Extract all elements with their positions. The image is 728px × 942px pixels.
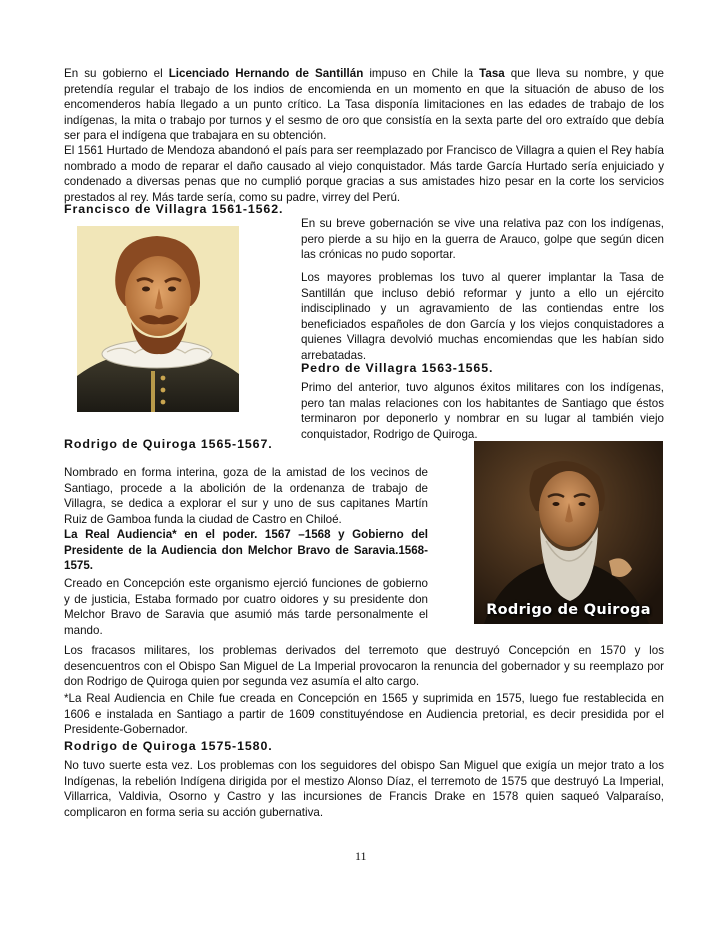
heading-real-audiencia: La Real Audiencia* en el poder. 1567 –1568 y Gobierno del Presidente de la Audiencia don Melchor Bravo de Saravia.1568-1575. [64, 528, 428, 573]
text-run: En su gobierno el [64, 67, 169, 80]
text-run: impuso en Chile la [363, 67, 480, 80]
portrait-caption: Rodrigo de Quiroga [486, 602, 651, 618]
paragraph-santillan [64, 66, 664, 144]
paragraph-real-audiencia: Creado en Concepción este organismo ejerció funciones de gobierno y de justicia, Estaba formado por cuatro oidores y su presidente don Melchor Bravo de Saravia que asumió más tarde personalmente el mando. [64, 577, 428, 637]
footnote-real-audiencia: *La Real Audiencia en Chile fue creada en Concepción en 1565 y suprimida en 1575, luego fue restablecida en 1606 e instalada en Santiago a partir de 1609 constituyéndose en Audiencia pretorial, es decir presidida por el Presidente-Gobernador. [64, 692, 664, 737]
text-run: que lleva su nombre, y que pretendía regular el trabajo de los indios de encomienda en un momento en que la situación de abuso de los encomenderos había llegado a un punto crítico. La Tasa disponía limitaciones en las edades de trabajo de los indígenas, la mita o trabajo por turnos y el sesmo de oro que consistía en la sexta parte del oro extraído que debía ser para el indígena que trabajara en su obtención. [64, 67, 664, 143]
heading-rodrigo-quiroga-1: Rodrigo de Quiroga 1565-1567. [64, 437, 273, 451]
bold-tasa: Tasa [479, 67, 505, 80]
paragraph-francisco-1: En su breve gobernación se vive una relativa paz con los indígenas, pero pierde a su hijo en la guerra de Arauco, golpe que según dicen las crónicas no pudo soportar. [301, 217, 664, 262]
francisco-villagra-portrait-illustration [77, 226, 239, 412]
paragraph-rodrigo-quiroga-2: No tuvo suerte esta vez. Los problemas con los seguidores del obispo San Miguel que exigía un mejor trato a los Indígenas, la rebelión Indígena dirigida por el mestizo Alonso Díaz, el terremoto de 1575 que destruyó La Imperial, Villarrica, Valdivia, Osorno y Castro y las incursiones de Francis Drake en 1578 quien saqueó Valparaíso, complicaron en forma seria su acción gubernativa. [64, 759, 664, 819]
heading-pedro-villagra: Pedro de Villagra 1563-1565. [301, 361, 494, 375]
rodrigo-quiroga-portrait-illustration [474, 441, 663, 624]
heading-rodrigo-quiroga-2: Rodrigo de Quiroga 1575-1580. [64, 739, 273, 753]
paragraph-fracasos: Los fracasos militares, los problemas derivados del terremoto que destruyó Concepción en 1570 y los desencuentros con el Obispo San Miguel de La Imperial provocaron la renuncia del gobernador y su reemplazo por don Rodrigo de Quiroga quien por segunda vez asumía el alto cargo. [64, 644, 664, 689]
rodrigo-quiroga-portrait [474, 441, 663, 624]
paragraph-rodrigo-quiroga-1: Nombrado en forma interina, goza de la amistad de los vecinos de Santiago, procede a la abolición de la ordenanza de trabajo de Villagra, se dedica a explorar el sur y uno de sus capitanes Martín Ruiz de Gamboa funda la ciudad de Castro en Chiloé. [64, 466, 428, 526]
bold-santillan: Licenciado Hernando de Santillán [168, 67, 364, 80]
paragraph-pedro-villagra: Primo del anterior, tuvo algunos éxitos militares con los indígenas, pero tan malas relaciones con los habitantes de Santiago que éstos terminaron por deponerlo y nombrar en su lugar al también viejo conquistador, Rodrigo de Quiroga. [301, 381, 664, 441]
paragraph-francisco-2: Los mayores problemas los tuvo al querer implantar la Tasa de Santillán que incluso debió reformar y junto a ello un ejército indisciplinado y un agravamiento de las contiendas entre los beneficiados españoles de don García y los viejos conquistadores a quienes Villagra devolvió muchas encomiendas que les habían sido arrebatadas. [301, 271, 664, 362]
paragraph-hurtado: El 1561 Hurtado de Mendoza abandonó el país para ser reemplazado por Francisco de Villagra a quien el Rey había nombrado a modo de reparar el daño causado al viejo conquistador. Más tarde García Hurtado sería enjuiciado y condenado a diversas penas que no cumplió porque gracias a sus amistades hizo pesar en la corte los servicios prestados al rey. Más tarde sería, como su padre, virrey del Perú. [64, 144, 664, 204]
heading-francisco-villagra: Francisco de Villagra 1561-1562. [64, 202, 284, 216]
francisco-villagra-portrait [77, 226, 239, 412]
page-number: 11 [355, 849, 367, 863]
